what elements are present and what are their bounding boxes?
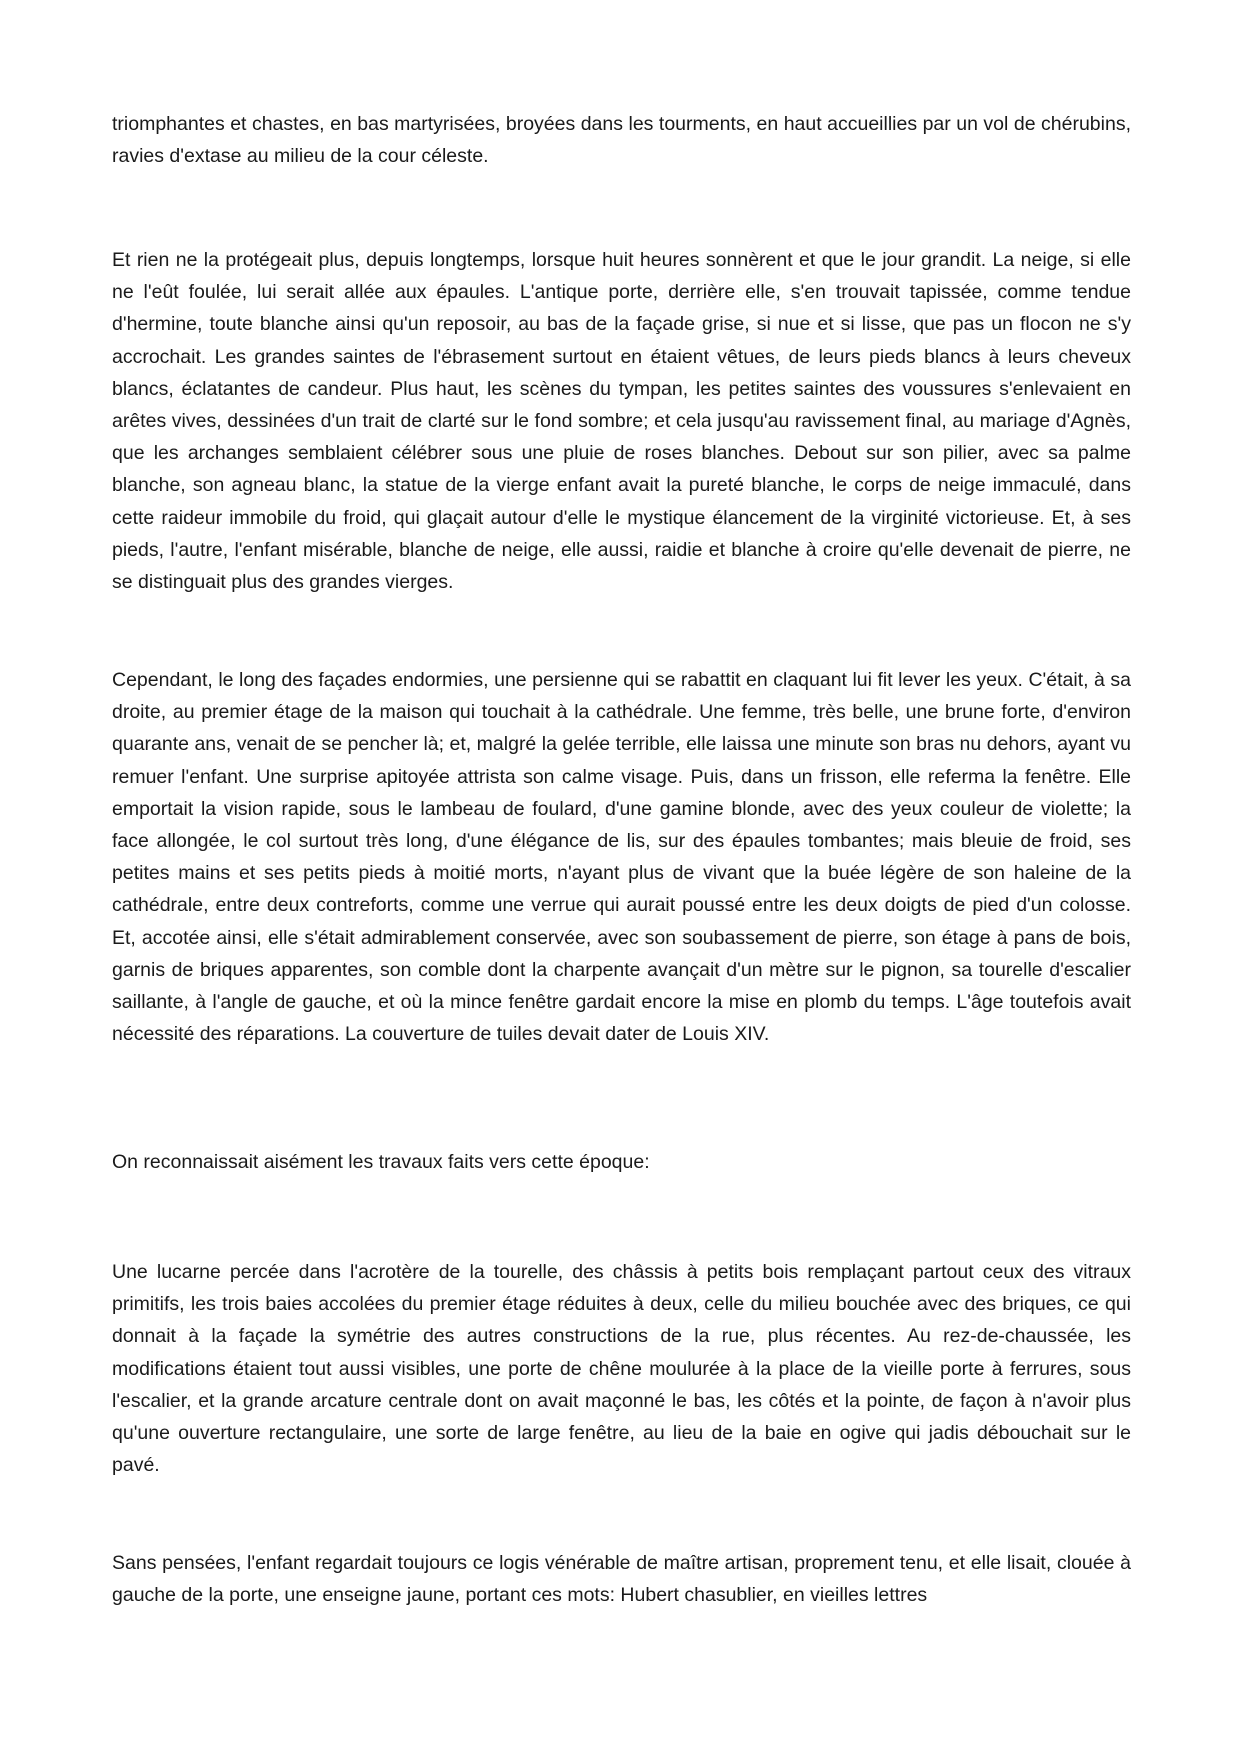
paragraph: Et rien ne la protégeait plus, depuis longtemps, lorsque huit heures sonnèrent et que le jour grandit. La neige, si elle ne l'eût foulée, lui serait allée aux épaules. L'antique porte, derrière elle, s'en trouvait tapissée, comme tendue d'hermine, toute blanche ainsi qu'un reposoir, au bas de la façade grise, si nue et si lisse, que pas un flocon ne s'y accrochait. Les grandes saintes de l'ébrasement surtout en étaient vêtues, de leurs pieds blancs à leurs cheveux blancs, éclatantes de candeur. Plus haut, les scènes du tympan, les petites saintes des voussures s'enlevaient en arêtes vives, dessinées d'un trait de clarté sur le fond sombre; et cela jusqu'au ravissement final, au mariage d'Agnès, que les archanges semblaient célébrer sous une pluie de roses blanches. Debout sur son pilier, avec sa palme blanche, son agneau blanc, la statue de la vierge enfant avait la pureté blanche, le corps de neige immaculé, dans cette raideur immobile du froid, qui glaçait autour d'elle le mystique élancement de la virginité victorieuse. Et, à ses pieds, l'autre, l'enfant misérable, blanche de neige, elle aussi, raidie et blanche à croire qu'elle devenait de pierre, ne se distinguait plus des grandes vierges. (112, 249, 1131, 594)
paragraph: Cependant, le long des façades endormies, une persienne qui se rabattit en claquant lui fit lever les yeux. C'était, à sa droite, au premier étage de la maison qui touchait à la cathédrale. Une femme, très belle, une brune forte, d'environ quarante ans, venait de se pencher là; et, malgré la gelée terrible, elle laissa une minute son bras nu dehors, ayant vu remuer l'enfant. Une surprise apitoyée attrista son calme visage. Puis, dans un frisson, elle referma la fenêtre. Elle emportait la vision rapide, sous le lambeau de foulard, d'une gamine blonde, avec des yeux couleur de violette; la face allongée, le col surtout très long, d'une élégance de lis, sur des épaules tombantes; mais bleuie de froid, ses petites mains et ses petits pieds à moitié morts, n'ayant plus de vivant que la buée légère de son haleine de la cathédrale, entre deux contreforts, comme une verrue qui aurait poussé entre les deux doigts de pied d'un colosse. Et, accotée ainsi, elle s'était admirablement conservée, avec son soubassement de pierre, son étage à pans de bois, garnis de briques apparentes, son comble dont la charpente avançait d'un mètre sur le pignon, sa tourelle d'escalier saillante, à l'angle de gauche, et où la mince fenêtre gardait encore la mise en plomb du temps. L'âge toutefois avait nécessité des réparations. La couverture de tuiles devait dater de Louis XIV. (112, 669, 1131, 1046)
paragraph: Une lucarne percée dans l'acrotère de la tourelle, des châssis à petits bois remplaçant partout ceux des vitraux primitifs, les trois baies accolées du premier étage réduites à deux, celle du milieu bouchée avec des briques, ce qui donnait à la façade la symétrie des autres constructions de la rue, plus récentes. Au rez-de-chaussée, les modifications étaient tout aussi visibles, une porte de chêne moulurée à la place de la vieille porte à ferrures, sous l'escalier, et la grande arcature centrale dont on avait maçonné le bas, les côtés et la pointe, de façon à n'avoir plus qu'une ouverture rectangulaire, une sorte de large fenêtre, au lieu de la baie en ogive qui jadis débouchait sur le pavé. (112, 1261, 1131, 1477)
paragraph: triomphantes et chastes, en bas martyrisées, broyées dans les tourments, en haut accueillies par un vol de chérubins, ravies d'extase au milieu de la cour céleste. (112, 113, 1131, 168)
paragraph: On reconnaissait aisément les travaux faits vers cette époque: (112, 1151, 650, 1173)
paragraph: Sans pensées, l'enfant regardait toujours ce logis vénérable de maître artisan, proprement tenu, et elle lisait, clouée à gauche de la porte, une enseigne jaune, portant ces mots: Hubert chasublier, en vieilles lettres (112, 1552, 1131, 1607)
